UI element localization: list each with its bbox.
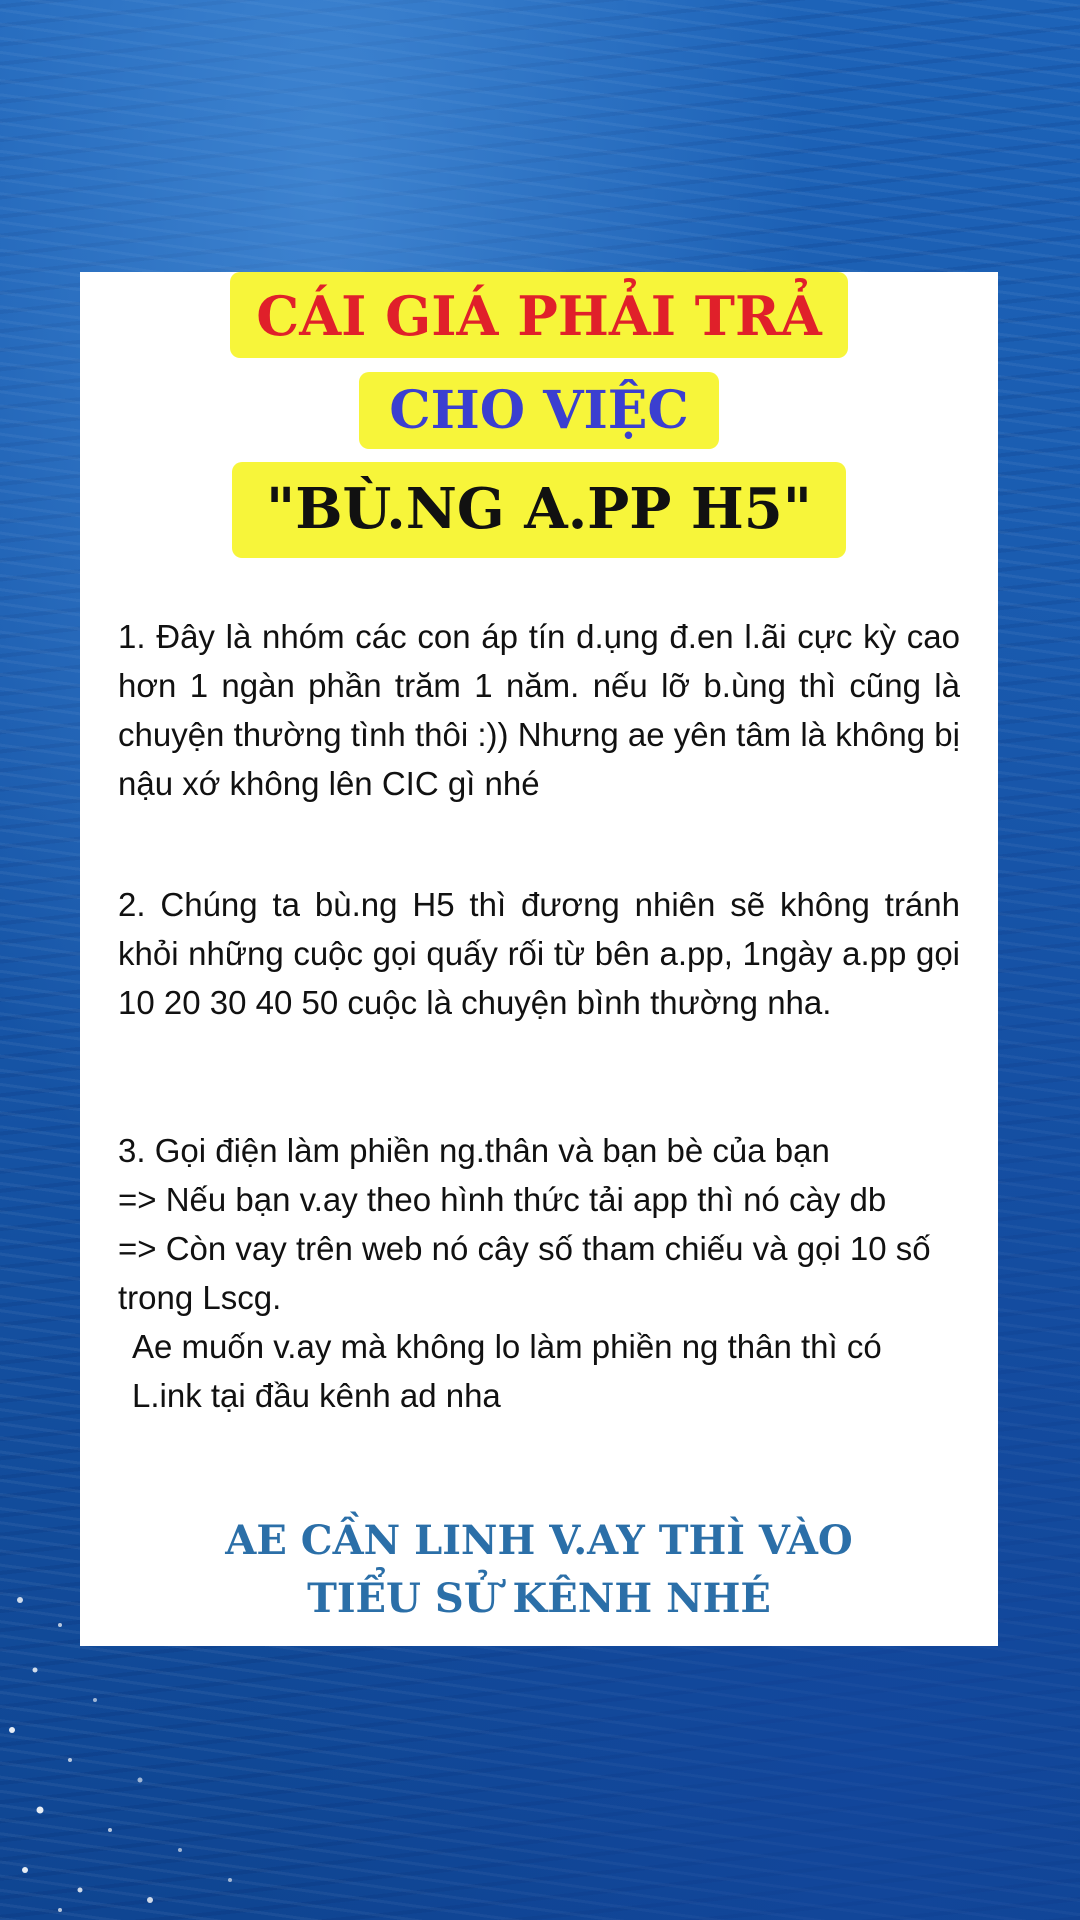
- title-line-2: [80, 372, 998, 449]
- paragraph-3-line-1: 3. Gọi điện làm phiền ng.thân và bạn bè của bạn: [118, 1132, 830, 1169]
- content-card: [80, 272, 998, 1646]
- title-line-2-text: CHO VIỆC: [359, 372, 719, 449]
- footer-line-1: AE CẦN LINH V.AY THÌ VÀO: [225, 1517, 853, 1564]
- paragraph-3-line-2: => Nếu bạn v.ay theo hình thức tải app thì nó cày db: [118, 1181, 887, 1218]
- footer-call-to-action: [80, 1512, 998, 1628]
- title-line-1: [80, 272, 998, 358]
- paragraph-3-line-4: Ae muốn v.ay mà không lo làm phiền ng thân thì có L.ink tại đầu kênh ad nha: [132, 1328, 882, 1414]
- footer-line-2: TIỂU SỬ KÊNH NHÉ: [307, 1575, 771, 1622]
- title-line-3-text: "BÙ.NG A.PP H5": [232, 462, 846, 558]
- paragraph-2: 2. Chúng ta bù.ng H5 thì đương nhiên sẽ không tránh khỏi những cuộc gọi quấy rối từ bên a.pp, 1ngày a.pp gọi 10 20 30 40 50 cuộc là chuyện bình thường nha.: [118, 886, 960, 1021]
- title-line-1-text: CÁI GIÁ PHẢI TRẢ: [230, 272, 848, 358]
- paragraph-3: [118, 1126, 960, 1420]
- paragraph-1: 1. Đây là nhóm các con áp tín d.ụng đ.en l.ãi cực kỳ cao hơn 1 ngàn phần trăm 1 năm. nếu lỡ b.ùng thì cũng là chuyện thường tình thôi :)) Nhưng ae yên tâm là không bị nậu xớ không lên CIC gì nhé: [118, 618, 960, 802]
- title-line-3: [80, 462, 998, 558]
- paragraph-3-line-3: => Còn vay trên web nó cây số tham chiếu và gọi 10 số trong Lscg.: [118, 1230, 931, 1316]
